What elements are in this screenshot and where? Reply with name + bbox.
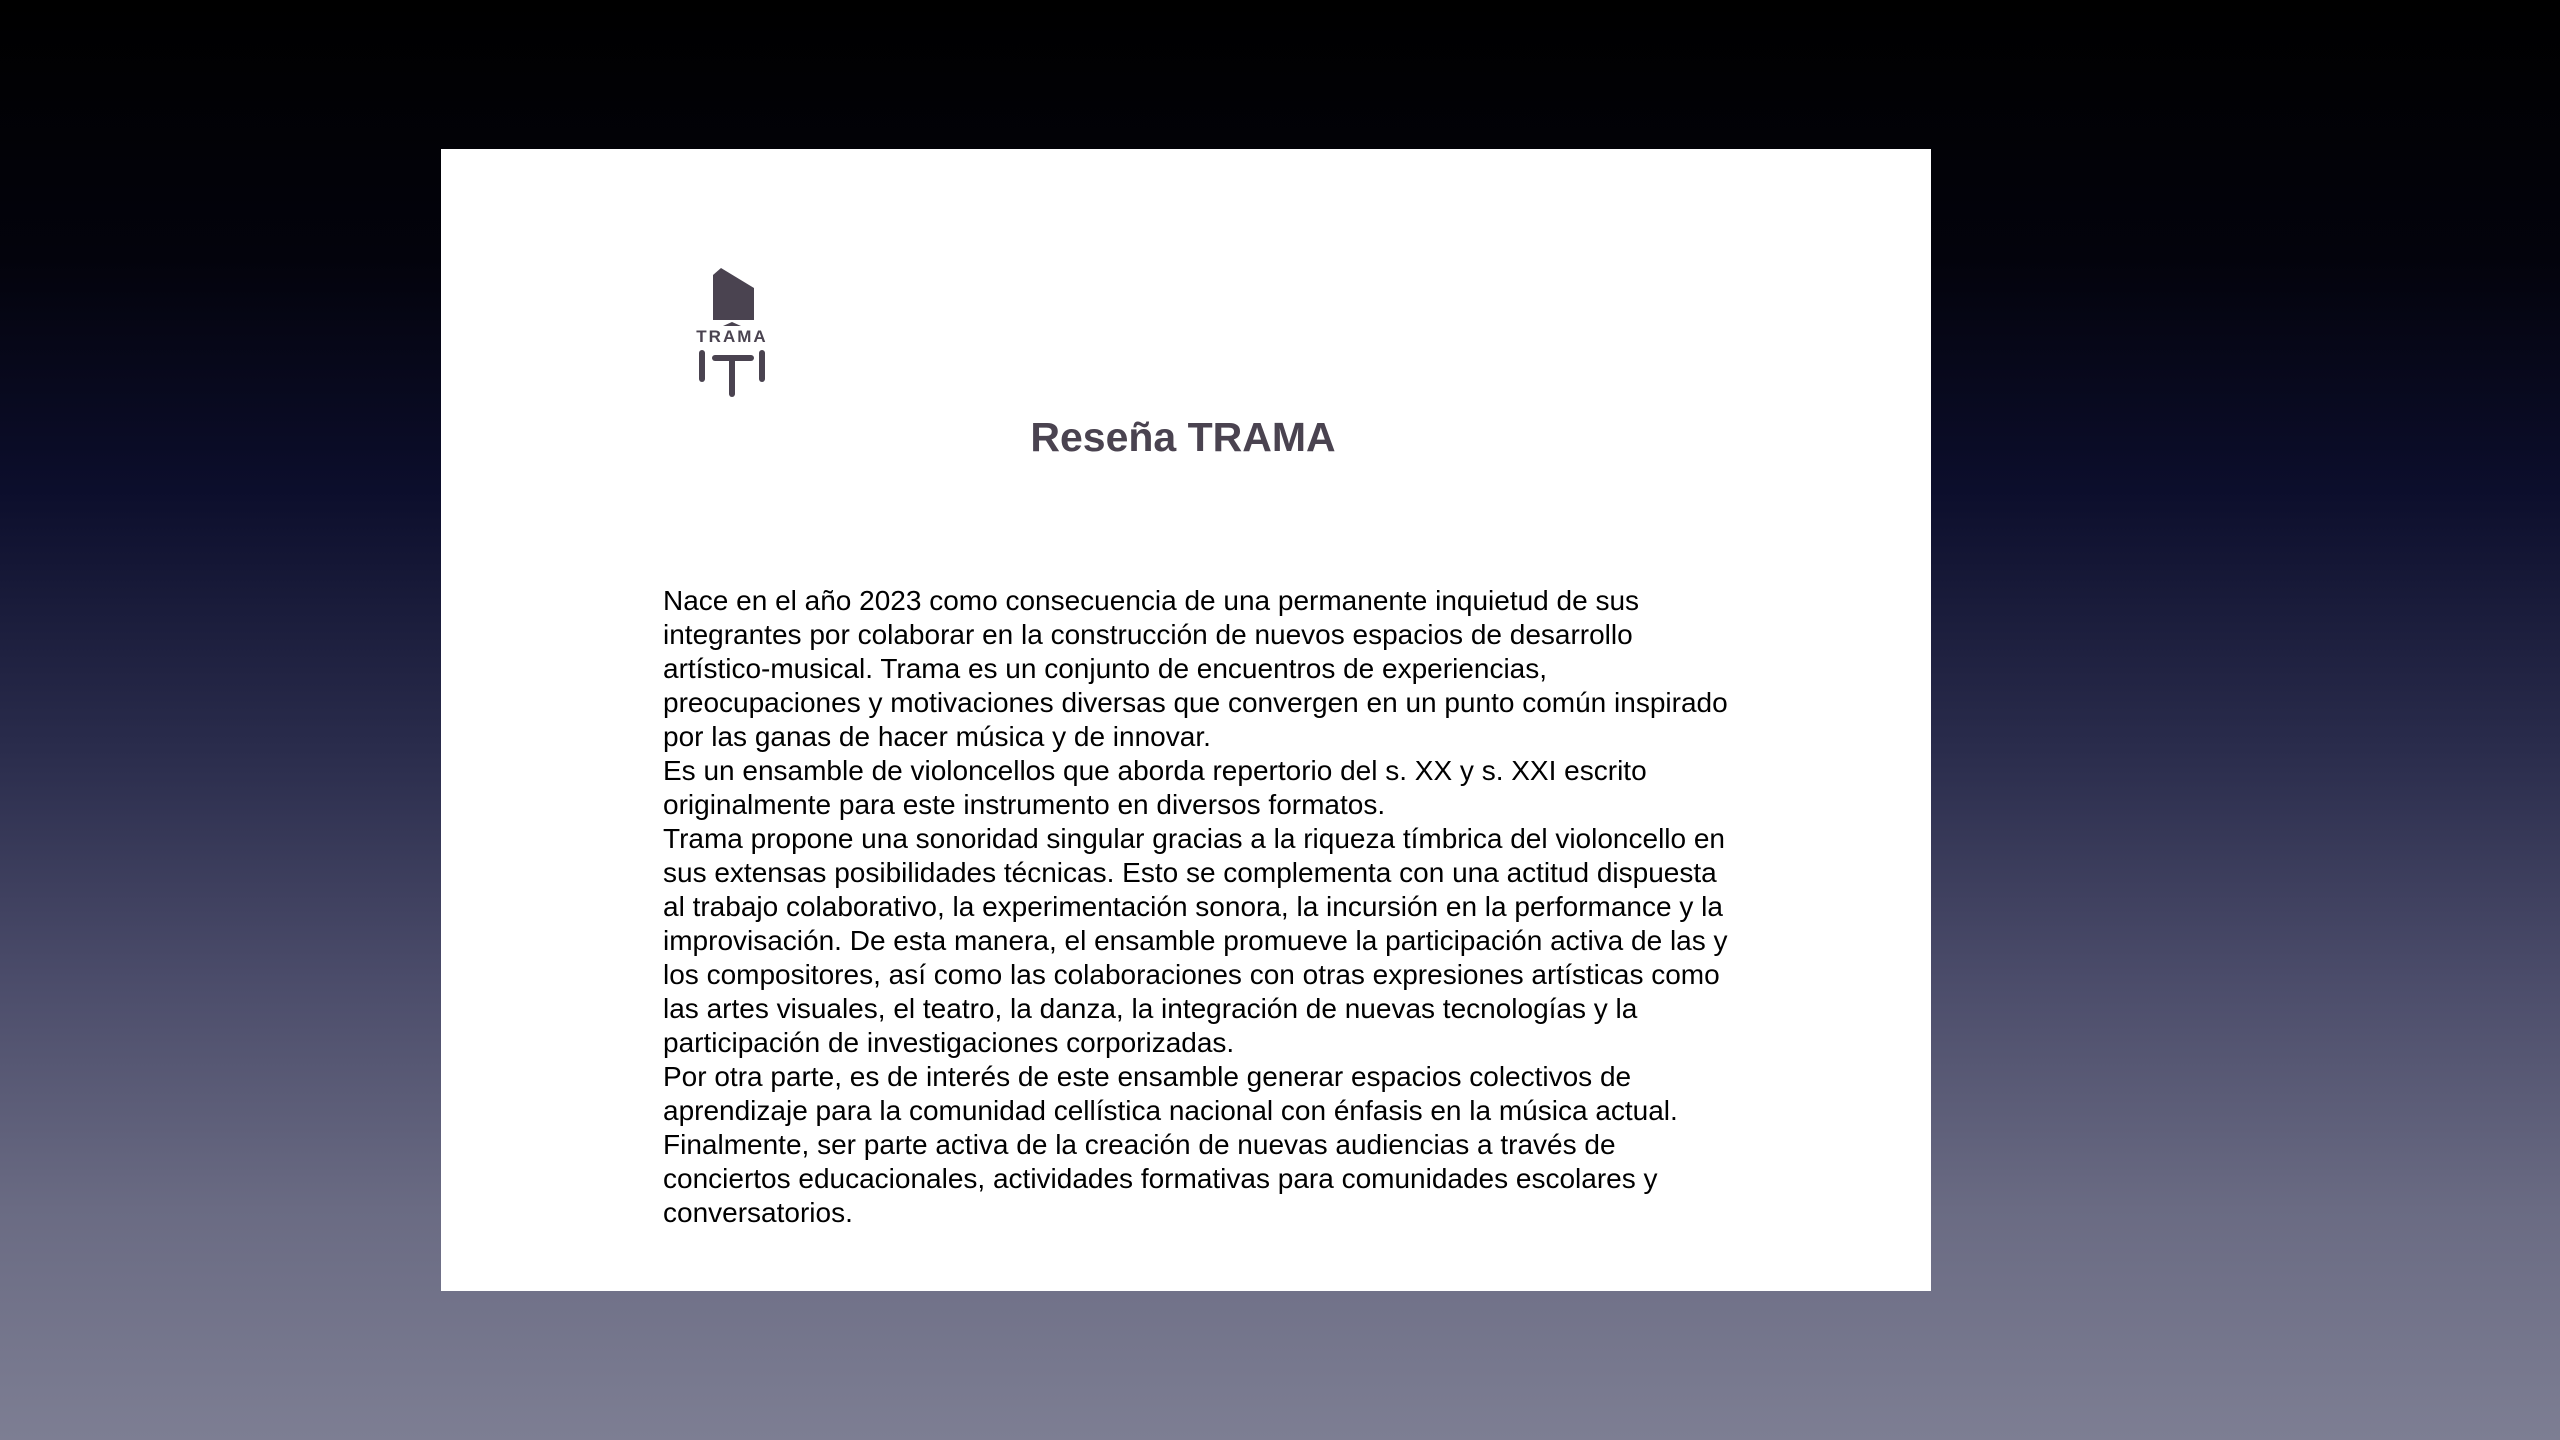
trama-logo xyxy=(693,268,793,413)
paragraph-intro: Nace en el año 2023 como consecuencia de una permanente inquietud de sus integrantes por colaborar en la construcción de nuevos espacios de desarrollo artístico-musical. Trama es un conjunto de encuentros de experiencias, preocupaciones y motivaciones diversas que convergen en un punto común inspirado por las ganas de hacer música y de innovar. xyxy=(663,585,1728,752)
paragraph-ensemble: Es un ensamble de violoncellos que aborda repertorio del s. XX y s. XXI escrito originalmente para este instrumento en diversos formatos. xyxy=(663,755,1647,820)
logo-wordmark: TRAMA xyxy=(696,327,768,346)
paragraph-sonority: Trama propone una sonoridad singular gracias a la riqueza tímbrica del violoncello en sus extensas posibilidades técnicas. Esto se complementa con una actitud dispuesta al trabajo colaborativo, la experimentación sonora, la incursión en la performance y la improvisación. De esta manera, el ensamble promueve la participación activa de las y los compositores, así como las colaboraciones con otras expresiones artísticas como las artes visuales, el teatro, la danza, la integración de nuevas tecnologías y la participación de investigaciones corporizadas. xyxy=(663,823,1728,1058)
body-text xyxy=(663,584,1743,1230)
paragraph-audiences: Finalmente, ser parte activa de la creación de nuevas audiencias a través de conciertos educacionales, actividades formativas para comunidades escolares y conversatorios. xyxy=(663,1129,1658,1228)
page-title: Reseña TRAMA xyxy=(1030,414,1336,460)
paragraph-learning: Por otra parte, es de interés de este ensamble generar espacios colectivos de aprendizaje para la comunidad cellística nacional con énfasis en la música actual. xyxy=(663,1061,1678,1126)
document-page xyxy=(441,149,1931,1291)
